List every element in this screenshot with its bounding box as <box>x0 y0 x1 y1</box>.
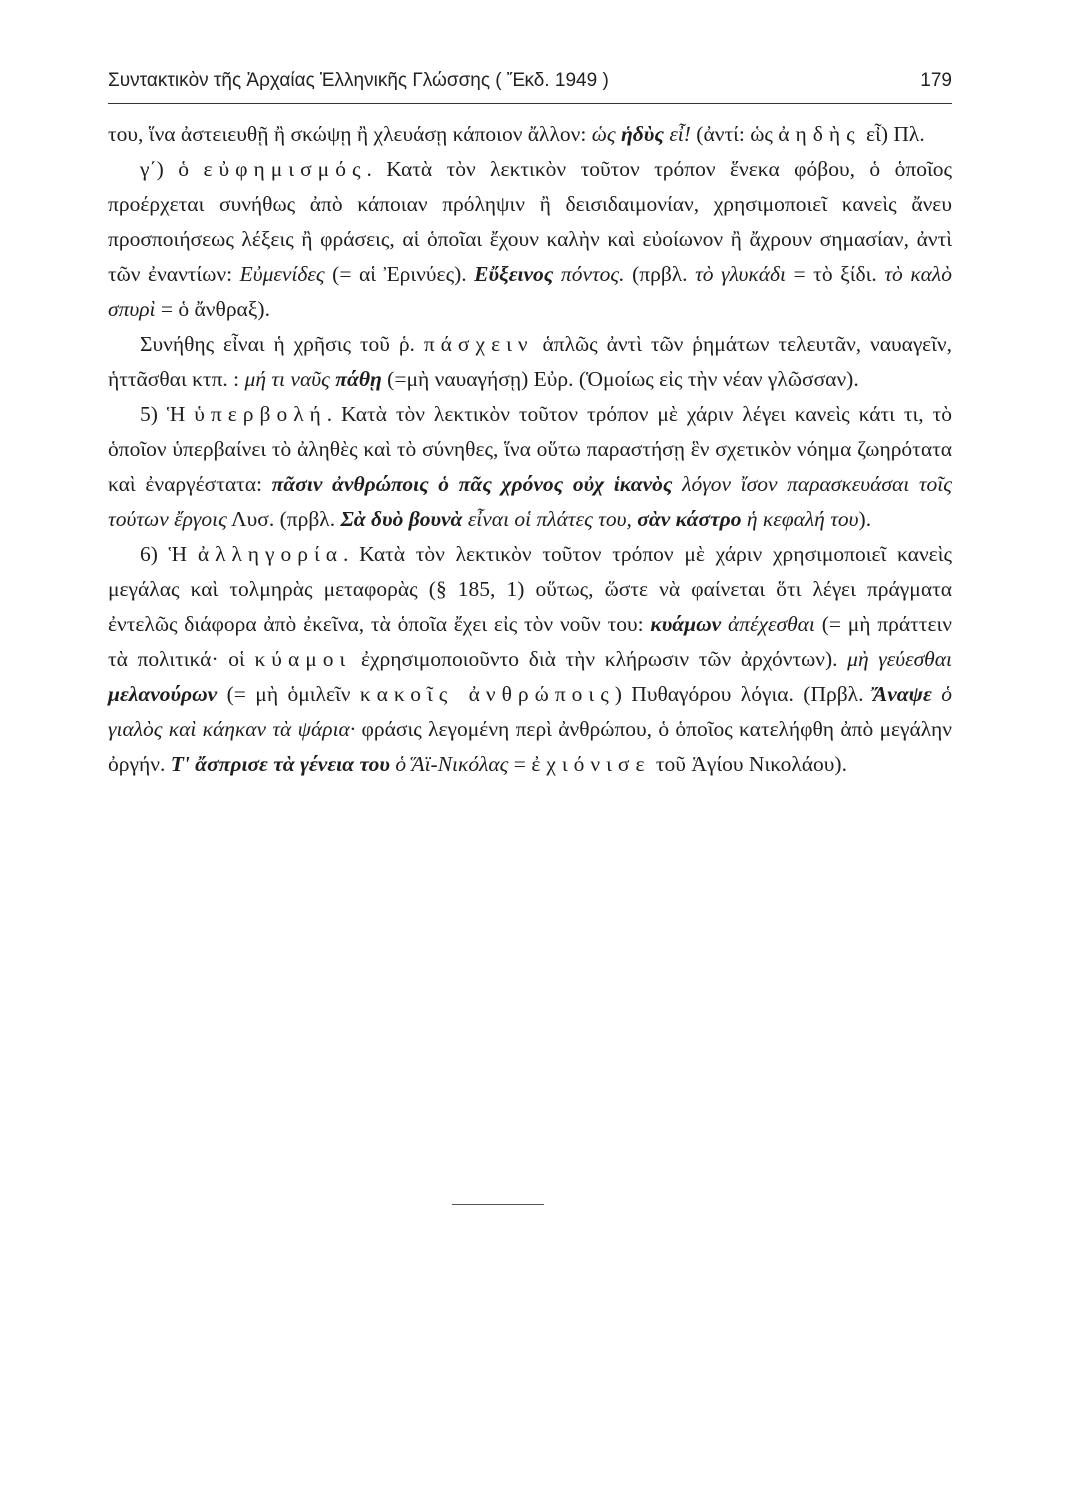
text-run: τοῦ Ἁγίου Νικολάου). <box>650 752 847 776</box>
italic-run: τὸ καλὸ σπυρὶ <box>108 262 952 321</box>
running-header <box>108 70 952 92</box>
text-run: (=μὴ ναυαγήσῃ) Εὐρ. (Ὁμοίως εἰς τὴν νέαν γλῶσσαν). <box>381 367 859 391</box>
italic-run: ὡς <box>591 122 621 146</box>
text-run: Συνήθης εἶναι ἡ χρῆσις τοῦ ῥ. <box>140 332 424 356</box>
italic-run: εἶ! <box>663 122 691 146</box>
spaced-term: εὐφημισμός <box>203 157 367 181</box>
spaced-term: πάσχειν <box>423 332 534 356</box>
bold-italic-run: πᾶσιν ἀνθρώποις ὁ πᾶς χρόνος οὐχ ἱκανὸς <box>271 472 673 496</box>
text-run: (= μὴ πράττειν τὰ πολιτικά· οἱ <box>108 612 952 671</box>
page-body <box>108 117 952 782</box>
bold-italic-run: μελανούρων <box>108 682 218 706</box>
italic-run: εἶναι οἱ πλάτες του, <box>462 507 638 531</box>
italic-run: μὴ γεύεσθαι <box>847 647 952 671</box>
spaced-term: ἀλληγορία <box>197 542 344 566</box>
spaced-run: ἐχιόνισε <box>531 752 651 776</box>
text-run: γ΄) ὁ <box>140 157 204 181</box>
bold-italic-run: Ἄναψε <box>872 682 932 706</box>
paragraph-hyperbole <box>108 397 952 537</box>
paragraph-paschein <box>108 327 952 397</box>
italic-run: μή τι ναῦς <box>244 367 336 391</box>
italic-run: τὸ γλυκάδι <box>695 262 786 286</box>
italic-run: Εὐμενίδες <box>239 262 325 286</box>
italic-run: λόγον ἴσον παρασκευάσαι τοῖς τούτων ἔργοις <box>108 472 952 531</box>
italic-run: ὁ γιαλὸς καὶ κάηκαν τὰ ψάρια· <box>108 682 953 741</box>
text-run: (ἀντί: ὡς <box>690 122 779 146</box>
spaced-run: κακοῖς ἀνθρώποις <box>359 682 615 706</box>
text-run: ) Πυθαγόρου λόγια. (Πρβλ. <box>614 682 873 706</box>
text-run: ἁπλῶς ἀντὶ τῶν ῥημάτων τελευτᾶν, ναυαγεῖν, ἡττᾶσθαι κτπ. : <box>108 332 952 391</box>
italic-run: ἡ κεφαλή του <box>741 507 859 531</box>
spaced-run: κύαμοι <box>254 647 352 671</box>
text-run: 5) Ἡ <box>140 402 195 426</box>
bold-italic-run: ἡδὺς <box>621 122 664 146</box>
text-run: . Κατὰ τὸν λεκτικὸν τοῦτον τρόπον μὲ χάριν λέγει κανεὶς κάτι τι, τὸ ὁποῖον ὑπερβαίνει τὸ ἀληθὲς καὶ τὸ σύνηθες, ἵνα οὕτω παραστήσῃ ἓν σχετικὸν νόημα ζωηρότατα καὶ ἐναργέστατα: <box>108 402 953 496</box>
text-run: εἶ) Πλ. <box>860 122 925 146</box>
spaced-term: ὑπερβολή <box>194 402 327 426</box>
text-run: Λυσ. (πρβλ. <box>226 507 341 531</box>
paragraph-continuation <box>108 117 952 152</box>
text-run: του, ἵνα ἀστειευθῇ ἢ σκώψῃ ἢ χλευάσῃ κάποιον ἄλλον: <box>108 122 592 146</box>
text-run: . Κατὰ τὸν λεκτικὸν τοῦτον τρόπον ἕνεκα φόβου, ὁ ὁποῖος προέρχεται συνήθως ἀπὸ κάποιαν πρόληψιν ἢ δεισιδαιμονίαν, χρησιμοποιεῖ κανεὶς ἄνευ προσποιήσεως λέξεις ἢ φράσεις, αἱ ὁποῖαι ἔχουν καλὴν καὶ εὐοίωνον ἢ ἄχρουν σημασίαν, ἀντὶ τῶν ἐναντίων: <box>108 157 953 286</box>
page-number: 179 <box>920 70 952 91</box>
text-run: ἐχρησιμοποιοῦντο διὰ τὴν κλήρωσιν τῶν ἀρχόντων). <box>351 647 848 671</box>
text-run: ). <box>858 507 872 531</box>
bold-italic-run: σὰν κάστρο <box>637 507 742 531</box>
italic-run: πόντος. <box>553 262 625 286</box>
header-title: Συντακτικὸν τῆς Ἀρχαίας Ἑλληνικῆς Γλώσσης ( Ἔκδ. 1949 ) <box>108 70 609 91</box>
bold-italic-run: πάθῃ <box>335 367 382 391</box>
italic-run: ὁ Ἅϊ-Νικόλας <box>389 752 509 776</box>
spaced-run: ἀηδὴς <box>778 122 861 146</box>
text-run: . Κατὰ τὸν λεκτικὸν τοῦτον τρόπον μὲ χάριν χρησιμοποιεῖ κανεὶς μεγάλας καὶ τολμηρὰς μεταφορὰς (§ 185, 1) οὕτως, ὥστε νὰ φαίνεται ὅτι λέγει πράγματα ἐντελῶς διάφορα ἀπὸ ἐκεῖνα, τὰ ὁποῖα ἔχει εἰς τὸν νοῦν του: <box>108 542 952 636</box>
text-run: = <box>508 752 532 776</box>
bold-italic-run: Εὔξεινος <box>474 262 554 286</box>
italic-run: ἀπέχεσθαι <box>721 612 815 636</box>
section-end-rule <box>452 1204 544 1205</box>
header-rule <box>108 103 952 104</box>
paragraph-allegory <box>108 537 952 782</box>
text-run: φράσις λεγομένη περὶ ἀνθρώπου, ὁ ὁποῖος κατελήφθη ἀπὸ μεγάλην ὀργήν. <box>108 717 952 776</box>
text-run: (= μὴ ὁμιλεῖν <box>217 682 360 706</box>
text-run: (πρβλ. <box>624 262 696 286</box>
bold-italic-run: κυάμων <box>650 612 722 636</box>
text-run: (= αἱ Ἐρινύες). <box>324 262 475 286</box>
bold-italic-run: Σὰ δυὸ βουνὰ <box>340 507 463 531</box>
paragraph-euphemism <box>108 152 952 327</box>
text-run: = ὁ ἄνθραξ). <box>155 297 270 321</box>
text-run: 6) Ἡ <box>140 542 198 566</box>
bold-italic-run: Τ' ἄσπρισε τὰ γένεια του <box>170 752 390 776</box>
text-run: = τὸ ξίδι. <box>785 262 885 286</box>
